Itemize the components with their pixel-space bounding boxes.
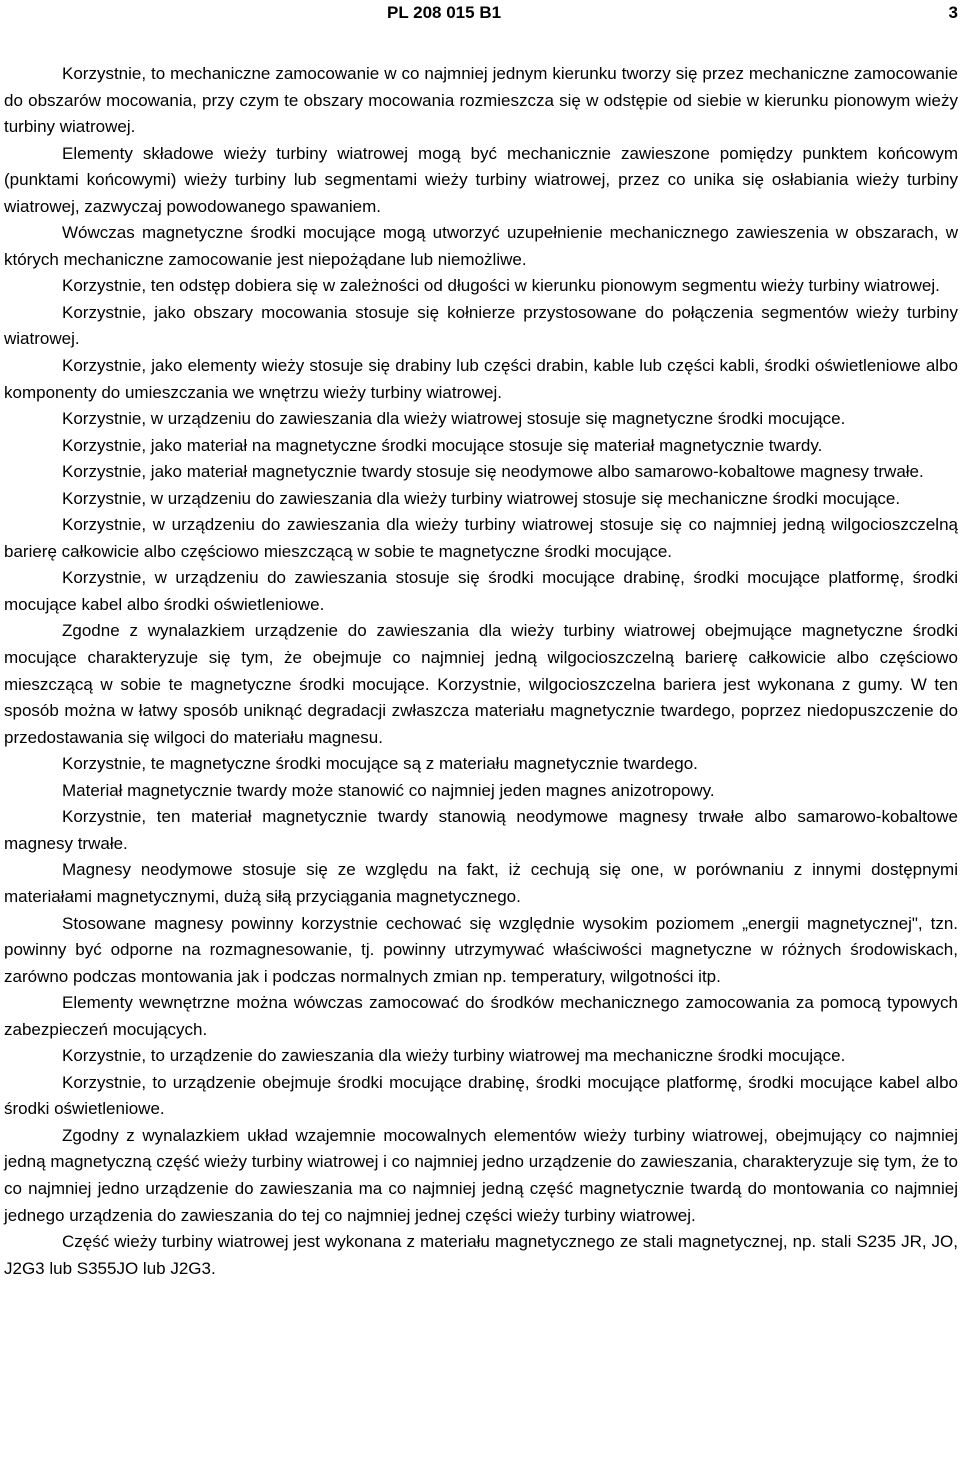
paragraph: Korzystnie, w urządzeniu do zawieszania stosuje się środki mocujące drabinę, środki mocujące platformę, środki mocujące kabel albo środki oświetleniowe. xyxy=(4,568,958,614)
page-header xyxy=(0,0,960,30)
paragraph: Korzystnie, jako obszary mocowania stosuje się kołnierze przystosowane do połączenia segmentów wieży turbiny wiatrowej. xyxy=(4,302,958,349)
paragraph: Stosowane magnesy powinny korzystnie cechować się względnie wysokim poziomem „energii magnetycznej", tzn. powinny być odporne na rozmagnesowanie, tj. powinny utrzymywać właściwości magnetyczne w różnych środowiskach, zarówno podczas montowania jak i podczas normalnych zmian np. temperatury, wilgotności itp. xyxy=(4,913,958,986)
paragraph: Część wieży turbiny wiatrowej jest wykonana z materiału magnetycznego ze stali magnetycznej, np. stali S235 JR, JO, J2G3 lub S355JO lub J2G3. xyxy=(4,1232,958,1278)
paragraph: Korzystnie, jako materiał magnetycznie twardy stosuje się neodymowe albo samarowo-kobaltowe magnesy trwałe. xyxy=(62,462,924,482)
paragraph: Korzystnie, ten odstęp dobiera się w zależności od długości w kierunku pionowym segmentu wieży turbiny wiatrowej. xyxy=(62,276,940,296)
paragraph: Wówczas magnetyczne środki mocujące mogą utworzyć uzupełnienie mechanicznego zawieszenia w obszarach, w których mechaniczne zamocowanie jest niepożądane lub niemożliwe. xyxy=(4,223,958,269)
paragraph: Korzystnie, w urządzeniu do zawieszania dla wieży turbiny wiatrowej stosuje się mechaniczne środki mocujące. xyxy=(62,488,901,508)
paragraph: Korzystnie, ten materiał magnetycznie twardy stanowią neodymowe magnesy trwałe albo samarowo-kobaltowe magnesy trwałe. xyxy=(4,807,958,853)
paragraph: Korzystnie, to urządzenie do zawieszania dla wieży turbiny wiatrowej ma mechaniczne środki mocujące. xyxy=(62,1046,846,1066)
paragraph: Korzystnie, jako elementy wieży stosuje się drabiny lub części drabin, kable lub części kabli, środki oświetleniowe albo komponenty do umieszczania we wnętrzu wieży turbiny wiatrowej. xyxy=(4,356,958,402)
paragraph: Zgodny z wynalazkiem układ wzajemnie mocowalnych elementów wieży turbiny wiatrowej, obejmujący co najmniej jedną magnetyczną część wieży turbiny wiatrowej i co najmniej jedno urządzenie do zawieszania, charakteryzuje się tym, że to co najmniej jedno urządzenie do zawieszania ma co najmniej jedną część magnetycznie twardą do montowania co najmniej jednego urządzenia do zawieszania do tej co najmniej jednej części wieży turbiny wiatrowej. xyxy=(4,1125,958,1225)
paragraph: Elementy składowe wieży turbiny wiatrowej mogą być mechanicznie zawieszone pomiędzy punktem końcowym (punktami końcowymi) wieży turbiny lub segmentami wieży turbiny wiatrowej, przez co unika się osłabiania wieży turbiny wiatrowej, zazwyczaj powodowanego spawaniem. xyxy=(4,143,958,216)
paragraph: Korzystnie, w urządzeniu do zawieszania dla wieży turbiny wiatrowej stosuje się co najmniej jedną wilgocioszczelną barierę całkowicie albo częściowo mieszczącą w sobie te magnetyczne środki mocujące. xyxy=(4,515,958,561)
paragraph: Korzystnie, te magnetyczne środki mocujące są z materiału magnetycznie twardego. xyxy=(62,754,698,774)
paragraph: Korzystnie, to urządzenie obejmuje środki mocujące drabinę, środki mocujące platformę, środki mocujące kabel albo środki oświetleniowe. xyxy=(4,1072,958,1119)
document-body xyxy=(4,61,958,1282)
paragraph: Korzystnie, to mechaniczne zamocowanie w co najmniej jednym kierunku tworzy się przez mechaniczne zamocowanie do obszarów mocowania, przy czym te obszary mocowania rozmieszcza się w odstępie od siebie w kierunku pionowym wieży turbiny wiatrowej. xyxy=(4,64,958,137)
paragraph: Materiał magnetycznie twardy może stanowić co najmniej jeden magnes anizotropowy. xyxy=(62,780,715,800)
page-number: 3 xyxy=(948,3,958,22)
paragraph: Korzystnie, jako materiał na magnetyczne środki mocujące stosuje się materiał magnetycznie twardy. xyxy=(62,435,823,455)
paragraph: Zgodne z wynalazkiem urządzenie do zawieszania dla wieży turbiny wiatrowej obejmujące magnetyczne środki mocujące charakteryzuje się tym, że obejmuje co najmniej jedną wilgocioszczelną barierę całkowicie albo częściowo mieszczącą w sobie te magnetyczne środki mocujące. Korzystnie, wilgocioszczelna bariera jest wykonana z gumy. W ten sposób można w łatwy sposób uniknąć degradacji zwłaszcza materiału magnetycznie twardego, poprzez niedopuszczenie do przedostawania się wilgoci do materiału magnesu. xyxy=(4,621,958,747)
paragraph: Korzystnie, w urządzeniu do zawieszania dla wieży wiatrowej stosuje się magnetyczne środki mocujące. xyxy=(62,409,846,429)
paragraph: Elementy wewnętrzne można wówczas zamocować do środków mechanicznego zamocowania za pomocą typowych zabezpieczeń mocujących. xyxy=(4,993,958,1039)
publication-number: PL 208 015 B1 xyxy=(387,3,502,22)
paragraph: Magnesy neodymowe stosuje się ze względu na fakt, iż cechują się one, w porównaniu z innymi dostępnymi materiałami magnetycznymi, dużą siłą przyciągania magnetycznego. xyxy=(4,860,958,906)
